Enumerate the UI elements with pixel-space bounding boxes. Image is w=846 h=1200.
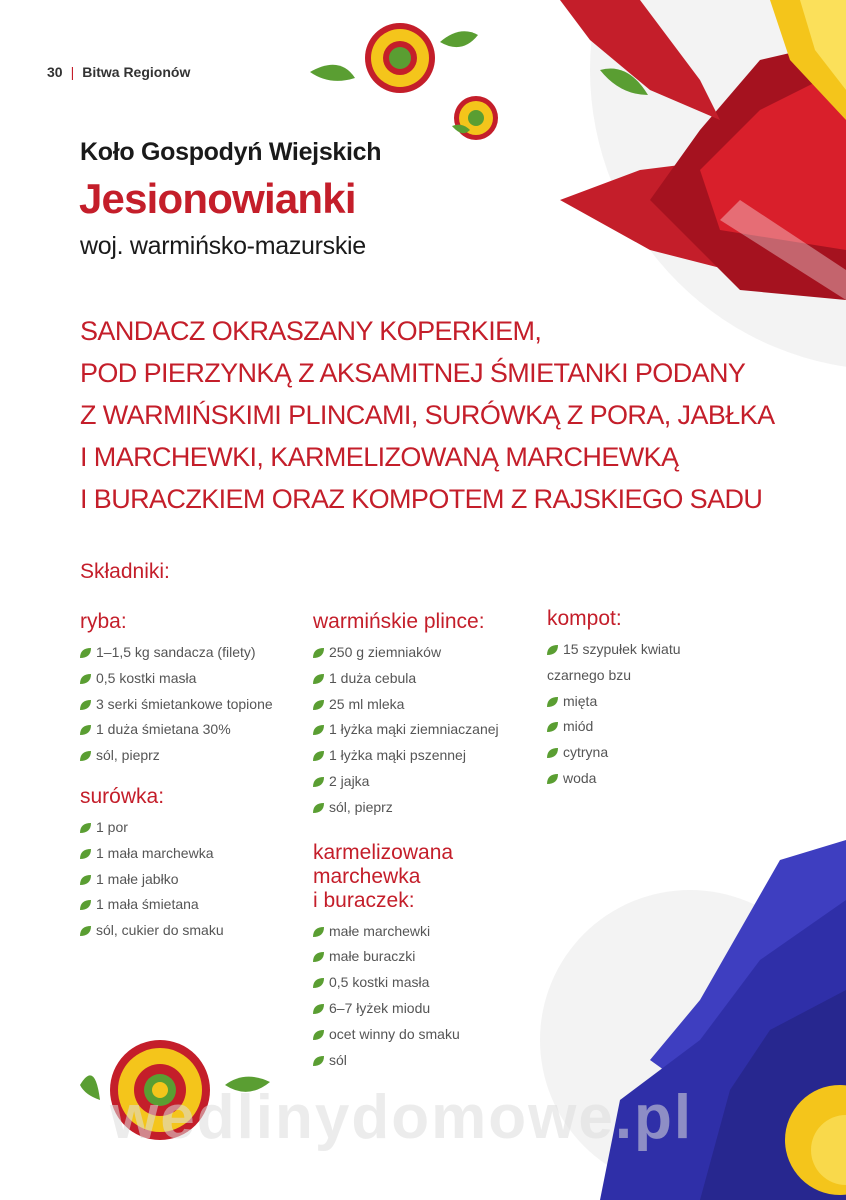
list-item-text: sól, pieprz [96,747,160,764]
dish-title-line: I MARCHEWKI, KARMELIZOWANĄ MARCHEWKĄ [80,442,679,472]
leaf-bullet-icon [313,1056,324,1066]
list-item [313,640,499,666]
list-item [313,1022,499,1048]
list-item-text: 1 duża cebula [329,669,417,686]
list-item [313,769,499,795]
leaf-bullet-icon [547,748,558,758]
dish-title-line: SANDACZ OKRASZANY KOPERKIEM, [80,316,542,346]
leaf-bullet-icon [547,697,558,707]
list-item-text: sól [329,1051,347,1068]
leaf-bullet-icon [313,751,324,761]
list-item [547,714,681,740]
list-item [547,689,681,715]
list-item-text: sól, cukier do smaku [96,922,224,939]
leaf-bullet-icon [80,926,91,936]
ingredients-column-1 [80,610,273,944]
leaf-bullet-icon [547,645,558,655]
page-header [47,64,190,80]
tiny-flower-top [452,96,498,140]
leaf-bullet-icon [313,1030,324,1040]
list-item [80,717,273,743]
list-item-text: miód [563,718,594,735]
list-item-text: czarnego bzu [547,666,632,683]
list-item [313,717,499,743]
section-title: Bitwa Regionów [82,64,191,80]
list-item [313,743,499,769]
leaf-bullet-icon [313,978,324,988]
list-item-text: 0,5 kostki masła [329,974,430,991]
list-item [80,841,273,867]
list-item-text: 1 por [96,818,128,835]
list-item-text: 1 mała śmietana [96,896,199,913]
list-item [547,740,681,766]
list-item [80,640,273,666]
list-item [313,944,499,970]
karmelizowana-heading-line: karmelizowana [313,840,454,864]
organization-name: Jesionowianki [79,175,356,222]
plince-heading: warmińskie plince: [313,610,485,633]
leaf-bullet-icon [313,927,324,937]
list-item-text: 1 łyżka mąki pszennej [329,747,466,764]
list-item-text: sól, pieprz [329,798,393,815]
list-item-text: 1 łyżka mąki ziemniaczanej [329,721,499,738]
leaf-bullet-icon [313,674,324,684]
dish-title-line: POD PIERZYNKĄ Z AKSAMITNEJ ŚMIETANKI PODANY [80,358,746,388]
ryba-list [80,640,273,769]
karmelizowana-list [313,919,499,1074]
list-item-text: ocet winny do smaku [329,1025,460,1042]
leaf-bullet-icon [313,725,324,735]
list-item-continuation [547,663,681,689]
list-item [313,666,499,692]
leaf-bullet-icon [313,803,324,813]
list-item-text: małe marchewki [329,922,431,939]
kompot-list-head [547,637,681,689]
leaf-bullet-icon [80,700,91,710]
leaf-bullet-icon [313,700,324,710]
karmelizowana-heading-line: i buraczek: [313,888,415,912]
list-item [313,1048,499,1074]
watermark: wedlinydomowe.pl [110,1083,694,1152]
dish-title [80,310,780,520]
list-item-text: 2 jajka [329,772,370,789]
list-item [313,795,499,821]
list-item [313,692,499,718]
list-item-text: 1–1,5 kg sandacza (filety) [96,644,256,660]
list-item [80,743,273,769]
list-item [547,637,681,663]
leaf-bullet-icon [80,648,91,658]
leaf-bullet-icon [80,674,91,684]
leaf-bullet-icon [80,900,91,910]
page-number: 30 [47,64,63,80]
list-item [80,918,273,944]
list-item [80,666,273,692]
dish-title-line: I BURACZKIEM ORAZ KOMPOTEM Z RAJSKIEGO SADU [80,484,763,514]
list-item-text: 0,5 kostki masła [96,669,197,686]
leaf-bullet-icon [80,751,91,761]
list-item-text: małe buraczki [329,948,416,965]
leaf-bullet-icon [313,777,324,787]
list-item-text: 1 duża śmietana 30% [96,721,231,738]
list-item-text: 15 szypułek kwiatu [563,641,681,657]
leaf-bullet-icon [80,823,91,833]
list-item [80,815,273,841]
list-item [80,892,273,918]
organization-region: woj. warmińsko-mazurskie [80,232,366,260]
dish-title-line: Z WARMIŃSKIMI PLINCAMI, SURÓWKĄ Z PORA, JABŁKA [80,400,775,430]
leaf-bullet-icon [547,722,558,732]
header-divider: | [70,64,75,80]
leaf-bullet-icon [80,849,91,859]
ingredients-column-3 [547,607,681,792]
organization-kind: Koło Gospodyń Wiejskich [80,138,382,166]
karmelizowana-heading [313,841,499,913]
leaf-bullet-icon [80,875,91,885]
surowka-heading: surówka: [80,784,165,808]
list-item-text: woda [563,769,597,786]
list-item [80,867,273,893]
list-item-text: 3 serki śmietankowe topione [96,695,273,712]
karmelizowana-heading-line: marchewka [313,864,421,888]
leaf-bullet-icon [313,952,324,962]
kompot-list [547,689,681,792]
ryba-heading: ryba: [80,610,127,633]
list-item-text: mięta [563,692,598,709]
leaf-bullet-icon [547,774,558,784]
list-item [313,970,499,996]
list-item [313,996,499,1022]
leaf-bullet-icon [80,725,91,735]
list-item [547,766,681,792]
list-item-text: 1 małe jabłko [96,870,179,887]
plince-list [313,640,499,821]
ingredients-title: Składniki: [80,560,170,583]
list-item-text: 6–7 łyżek miodu [329,999,431,1016]
list-item-text: 1 mała marchewka [96,844,214,861]
list-item-text: 25 ml mleka [329,695,405,712]
list-item [313,919,499,945]
surowka-list [80,815,273,944]
ingredients-column-2 [313,610,499,1073]
leaf-bullet-icon [313,648,324,658]
leaf-bullet-icon [313,1004,324,1014]
list-item-text: 250 g ziemniaków [329,644,442,660]
list-item [80,692,273,718]
kompot-heading: kompot: [547,607,622,630]
list-item-text: cytryna [563,744,609,761]
